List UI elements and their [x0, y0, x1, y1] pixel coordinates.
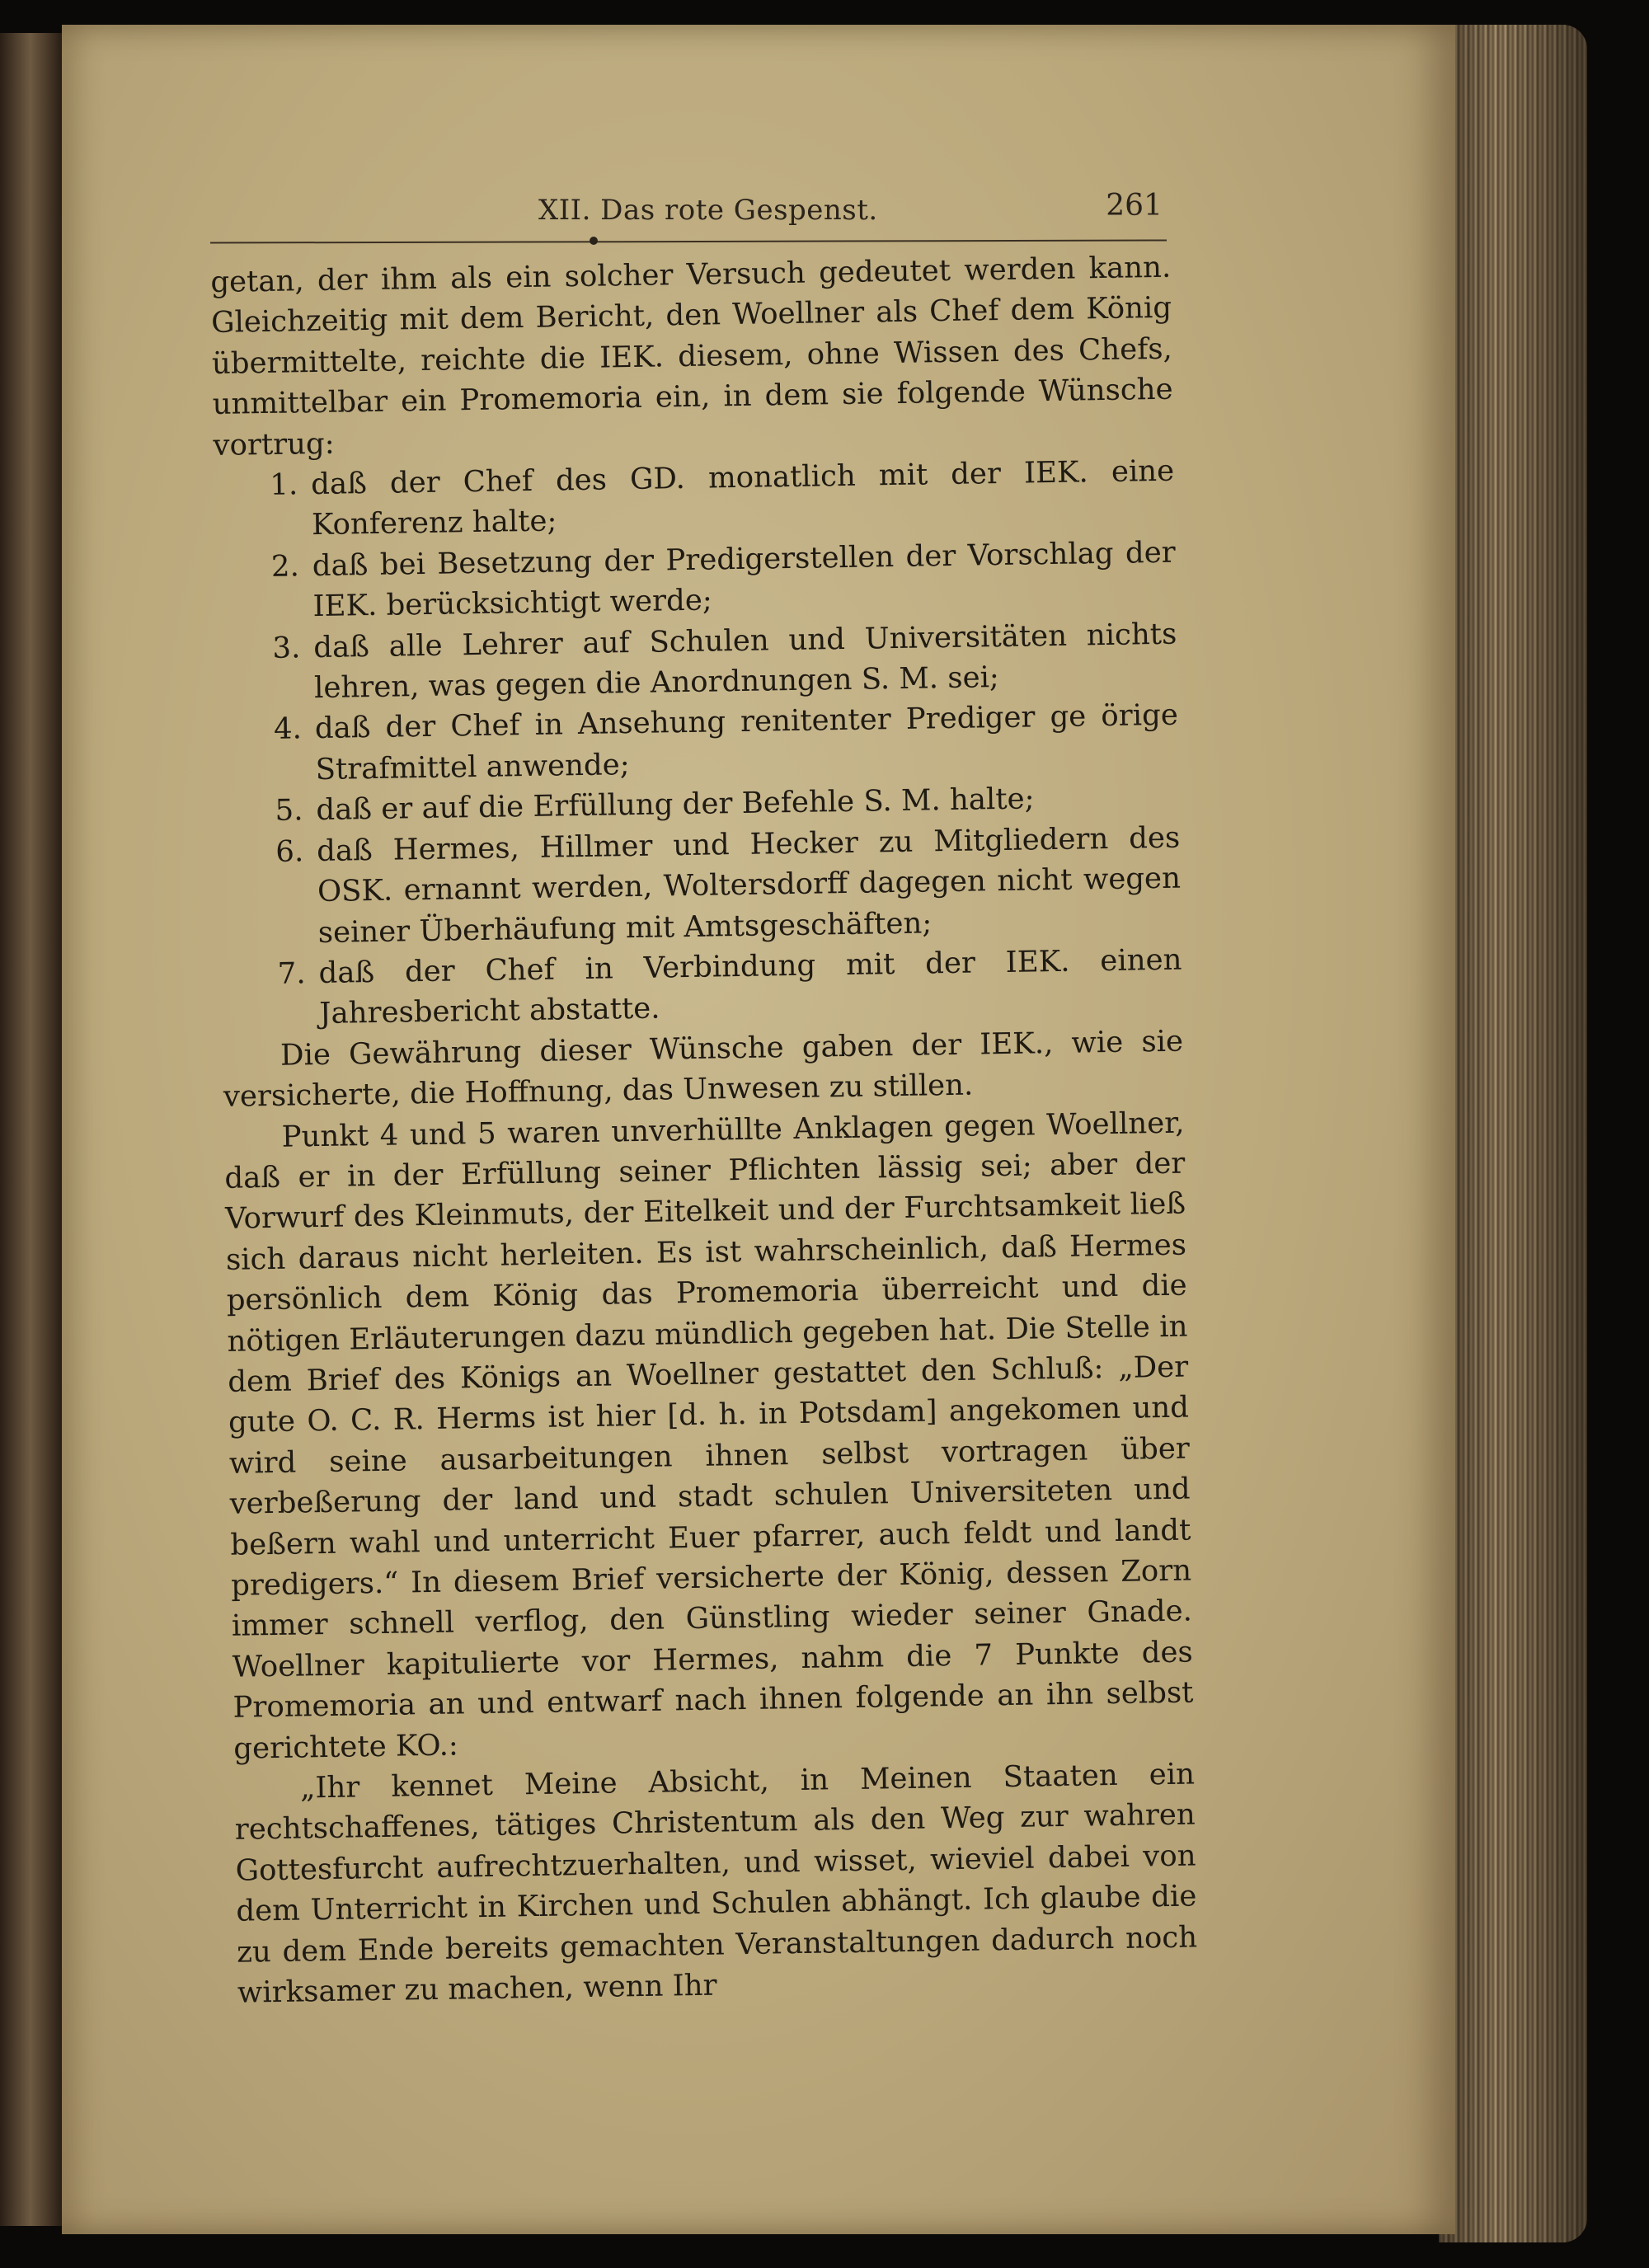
list-item-number: 7. [277, 956, 306, 991]
list-item-number: 3. [272, 630, 301, 665]
book-page-stack-shade [1439, 25, 1587, 2242]
running-header [210, 189, 1163, 243]
list-item-text: daß alle Lehrer auf Schulen und Universitäten nichts lehren, was gegen die Anordnungen S. M. sei; [313, 617, 1177, 706]
royal-order-quote: „Ihr kennet Meine Absicht, in Meinen Staaten ein rechtschaffenes, tätiges Christentum als den Weg zur wahren Gottesfurcht aufrechtzuerhalten, und wisset, wieviel dabei von dem Unterricht in Kirchen und Schulen abhängt. Ich glaube die zu dem Ende bereits gemachten Veranstaltungen dadurch noch wirksamer zu machen, wenn Ihr [234, 1757, 1198, 2010]
list-item [216, 613, 1177, 710]
list-item-text: daß er auf die Erfüllung der Befehle S. M. halte; [316, 782, 1035, 828]
list-item [221, 940, 1182, 1036]
wishes-list [214, 451, 1183, 1036]
list-item-number: 2. [270, 549, 300, 584]
list-item [219, 817, 1182, 954]
list-item-number: 4. [273, 711, 303, 747]
list-item [214, 451, 1175, 547]
header-rule-ornament [590, 237, 598, 245]
list-item-number: 5. [275, 793, 303, 829]
list-item [218, 695, 1179, 791]
list-item-text: daß der Chef in Ansehung renitenter Prediger ge örige Strafmittel anwende; [314, 698, 1179, 787]
chapter-title: XII. Das rote Gespenst. [538, 194, 878, 227]
paragraph-3: Punkt 4 und 5 waren unverhüllte Anklagen gegen Woellner, daß er in der Erfüllung seiner Pflichten lässig sei; aber der Vorwurf des Kleinmuts, der Eitelkeit und der Furchtsamkeit ließ sich daraus nicht herleiten. Es ist wahrscheinlich, daß Hermes persönlich dem König das Promemoria überreicht und die nötigen Erläuterungen dazu mündlich gegeben hat. Die Stelle in dem Brief des Königs an Woellner gestattet den Schluß: „Der gute O. C. R. Herms ist hier [d. h. in Potsdam] angekomen und wird seine ausarbeitungen ihnen selbst vortragen über verbeßerung der land und stadt schulen Universiteten und beßern wahl und unterricht Euer pfarrer, auch feldt und landt predigers.“ In diesem Brief versicherte der König, dessen Zorn immer schnell verflog, den Günstling wieder seiner Gnade. Woellner kapitulierte vor Hermes, nahm die 7 Punkte des Promemoria an und entwarf nach ihnen folgende an ihn selbst gerichtete KO.: [224, 1106, 1194, 1766]
book-left-edge [0, 33, 68, 2226]
list-item [214, 533, 1176, 629]
paragraph-2: Die Gewährung dieser Wünsche gaben der IEK., wie sie versicherte, die Hoffnung, das Unwesen zu stillen. [223, 1024, 1184, 1114]
list-item-text: daß bei Besetzung der Predigerstellen der Vorschlag der IEK. berücksichtigt werde; [312, 535, 1176, 624]
page-body [210, 247, 1198, 2014]
list-item-text: daß Hermes, Hillmer und Hecker zu Mitgliedern des OSK. ernannt werden, Woltersdorff dagegen nicht wegen seiner Überhäufung mit Amtsgeschäften; [316, 820, 1182, 950]
list-item-number: 6. [275, 833, 304, 869]
list-item-text: daß der Chef des GD. monatlich mit der IEK. eine Konferenz halte; [310, 453, 1175, 542]
list-item-number: 1. [270, 467, 298, 502]
page-number: 261 [1106, 189, 1163, 223]
list-item-text: daß der Chef in Verbindung mit der IEK. einen Jahresbericht abstatte. [318, 942, 1182, 1031]
paragraph-1: getan, der ihm als ein solcher Versuch gedeutet werden kann. Gleichzeitig mit dem Bericht, den Woellner als Chef dem König übermittelte, reichte die IEK. diesem, ohne Wissen des Chefs, unmittelbar ein Promemoria ein, in dem sie folgende Wünsche vortrug: [210, 250, 1173, 463]
